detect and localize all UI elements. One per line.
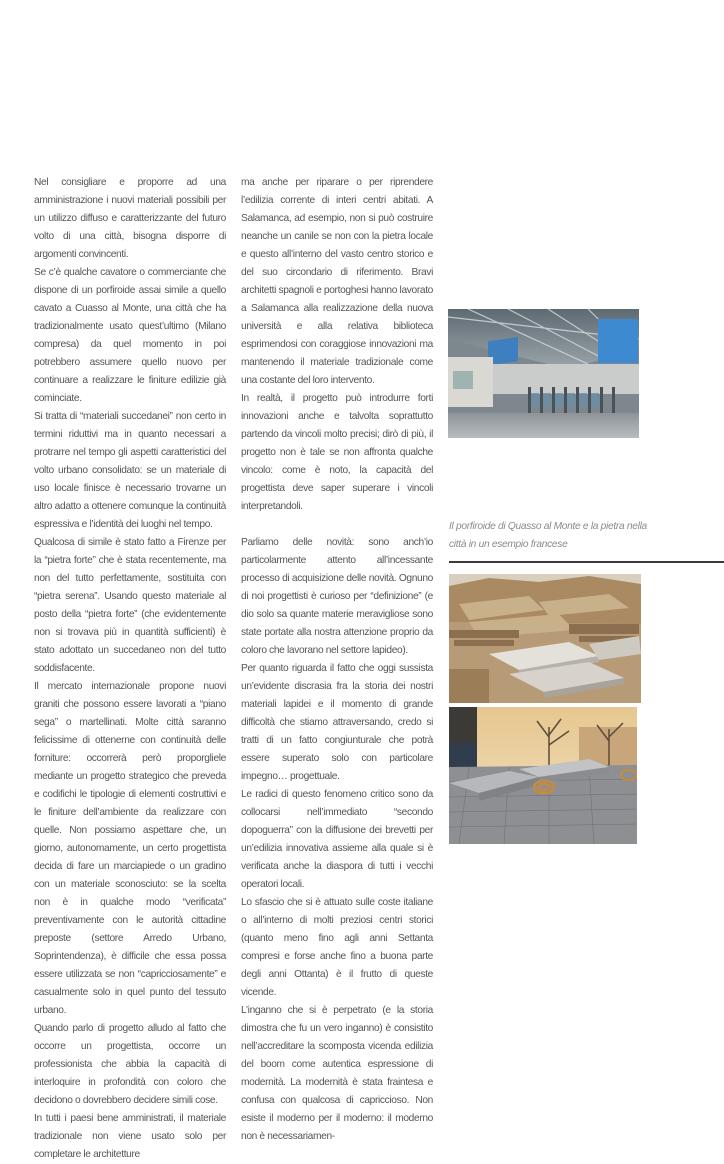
paragraph: Le radici di questo fenomeno critico sono da collocarsi nell’immediato “secondo dopoguerra” con la diffusione dei brevetti per un’edilizia innovativa assieme alla quale si è verificata anche la diaspora di tutti i vecchi operatori locali. [241,789,433,890]
paragraph: Lo sfascio che si è attuato sulle coste italiane o all’interno di molti preziosi centri storici (quanto meno fino agli anni Settanta compresi e forse anche fino a buona parte degli anni Ottanta) è il frutto di queste vicende. [241,897,433,998]
text-column-right [241,174,433,1146]
photo-metro-station [448,309,639,438]
photo-stone-plaza [449,707,637,844]
photo-stone-slabs [449,574,641,703]
text-column-left [34,174,226,1164]
paragraph: In tutti i paesi bene amministrati, il materiale tradizionale non viene usato solo per completare le architetture [34,1113,226,1160]
paragraph: Parliamo delle novità: sono anch’io particolarmente attento all’incessante processo di acquisizione delle novità. Ognuno di noi progettisti è curioso per “definizione” (e dio solo sa quante materie meravigliose sono state portate alla nostra attenzione proprio da coloro che lavorano nel settore lapideo). [241,537,433,656]
paragraph: Il mercato internazionale propone nuovi graniti che possono essere lavorati a “piano sega” o martellinati. Molte città saranno felicissime di ottenerne con continuità delle forniture: occorrerà però proporgliele mediante un progetto strategico che preveda e codifichi le tipologie di elementi costruttivi e le finiture dell’ambiente da realizzare con quelle. Non possiamo aspettare che, un giorno, autonomamente, un certo progettista decida di fare un marciapiede o un gradino con un materiale sconosciuto: se la scelta non è in qualche modo “verificata” preventivamente con le autorità cittadine preposte (settore Arredo Urbano, Soprintendenza), è difficile che essa possa essere utilizzata se non “capricciosamente” e casualmente solo in quel punto del tessuto urbano. [34,681,226,1016]
paragraph: Quando parlo di progetto alludo al fatto che occorre un progettista, occorre un professionista che abbia la capacità di interloquire in profondità con coloro che decidono o dovrebbero decidere simili cose. [34,1023,226,1106]
paragraph: L’inganno che si è perpetrato (e la storia dimostra che fu un vero inganno) è consistito nell’accreditare la scomposta vicenda edilizia del boom come autentica espressione di modernità. La modernità è stata fraintesa e confusa con qualcosa di capriccioso. Non esiste il moderno per il moderno: il moderno non è necessariamen- [241,1005,433,1142]
paragraph: ma anche per riparare o per riprendere l’edilizia corrente di interi centri abitati. A Salamanca, ad esempio, non si può costruire neanche un canile se non con la pietra locale e questo all’interno del vasto centro storico e del suo circondario di riferimento. Bravi architetti spagnoli e portoghesi hanno lavorato a Salamanca alla realizzazione della nuova università e alla relativa biblioteca esprimendosi con coraggiose innovazioni ma mantenendo il materiale tradizionale come una costante del loro intervento. [241,177,433,386]
paragraph: Qualcosa di simile è stato fatto a Firenze per la “pietra forte” che è stata recentemente, ma non del tutto perfettamente, sostituita con “pietra serena”. Usando questo materiale al posto della “pietra forte” (che evidentemente non si trovava più in quantità sufficienti) è stato adottato un succedaneo non del tutto soddisfacente. [34,537,226,674]
divider-rule [449,561,724,563]
paragraph: Se c’è qualche cavatore o commerciante che dispone di un porfiroide assai simile a quello cavato a Cuasso al Monte, una città che ha tradizionalmente usato quest’ultimo (Milano compresa) da quel momento in poi potrebbero assumere quello nuovo per continuare a realizzare le finiture edilizie già cominciate. [34,267,226,404]
paragraph: Si tratta di “materiali succedanei” non certo in termini riduttivi ma in quanto necessari a protrarre nel tempo gli aspetti caratteristici del volto urbano consolidato: se un materiale di uso locale finisce è necessario trovarne un altro adatto a ottenere comunque la continuità espressiva e l’identità dei luoghi nel tempo. [34,411,226,530]
paragraph: In realtà, il progetto può introdurre forti innovazioni anche e talvolta soprattutto partendo da vincoli molto precisi; dirò di più, il progetto non è tale se non affronta qualche vincolo: come è noto, la capacità del progettista deve saper superare i vincoli interpretandoli. [241,393,433,512]
paragraph: Per quanto riguarda il fatto che oggi sussista un’evidente discrasia fra la storia dei nostri materiali lapidei e il momento di grande difficoltà che stiamo attraversando, credo si tratti di un fatto congiunturale che potrà essere superato solo con particolare impegno… progettuale. [241,663,433,782]
photo-caption: Il porfiroide di Quasso al Monte e la pietra nella città in un esempio francese [449,521,647,550]
paragraph: Nel consigliare e proporre ad una amministrazione i nuovi materiali possibili per un utilizzo diffuso e caratterizzante del futuro volto di una città, bisogna disporre di argomenti convincenti. [34,177,226,260]
